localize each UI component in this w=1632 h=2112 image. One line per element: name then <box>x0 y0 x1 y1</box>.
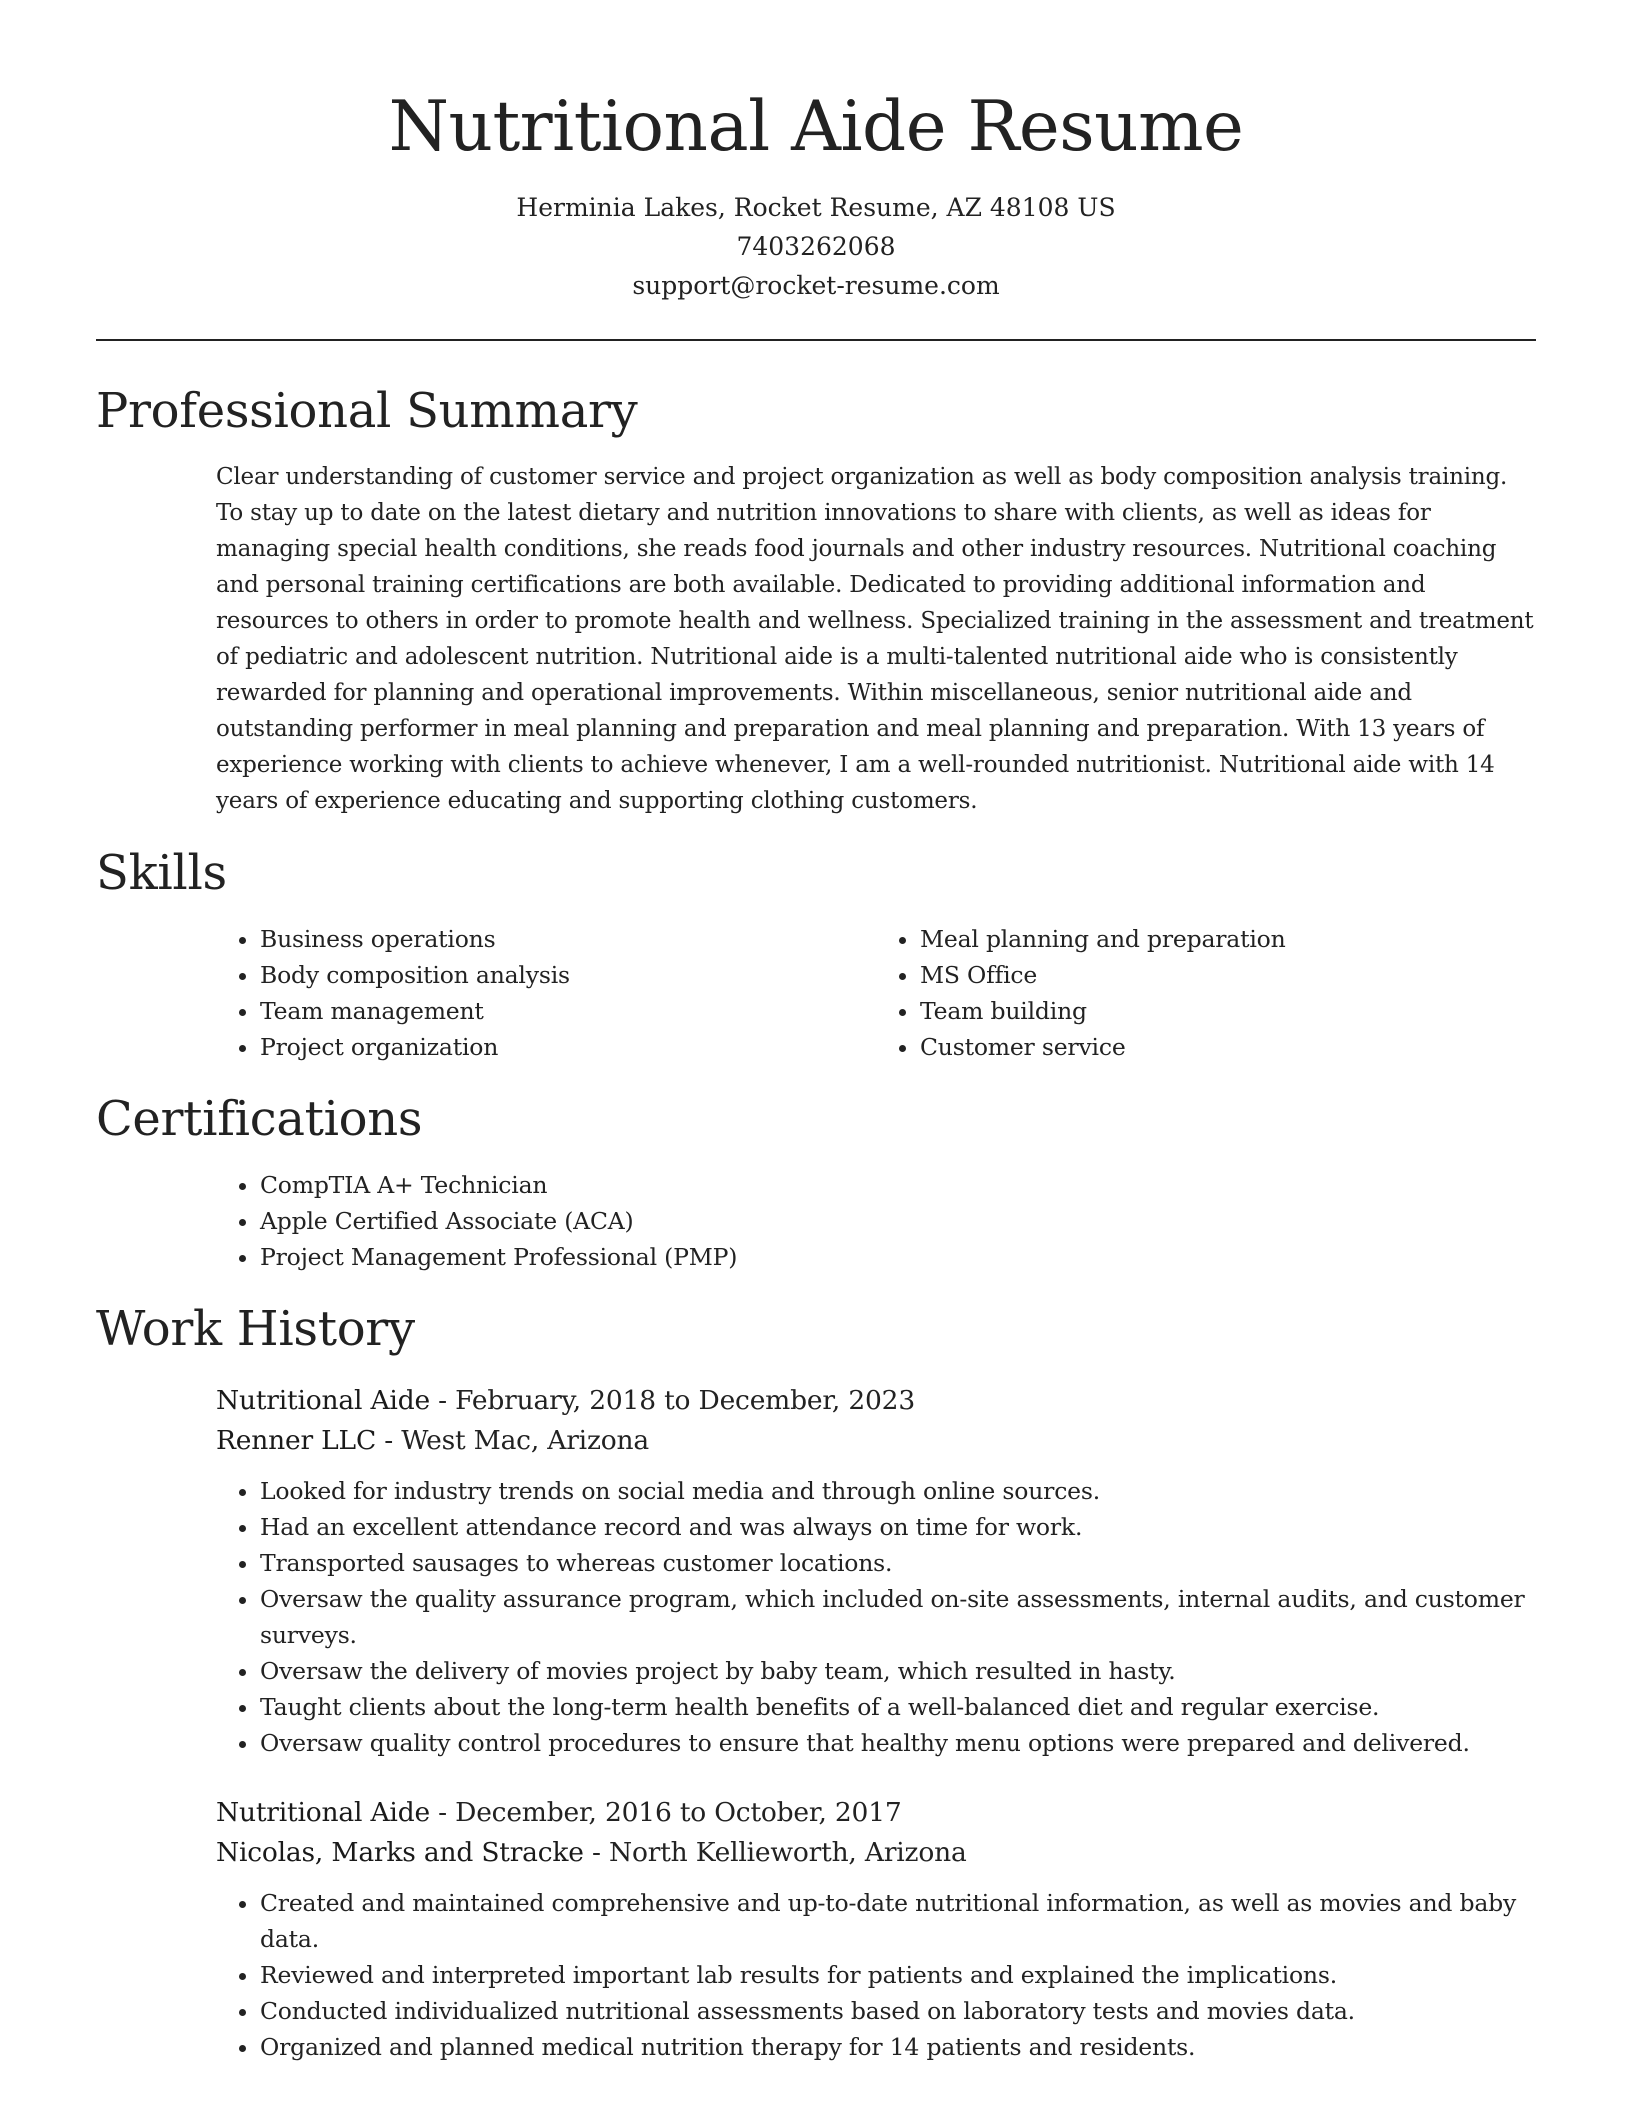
job-location: - North Kellieworth, Arizona <box>583 1837 967 1868</box>
skill-item: • Team management <box>260 993 876 1029</box>
summary-text: Clear understanding of customer service and project organization as well as body composition analysis training. To stay up to date on the latest dietary and nutrition innovations to share with clients, as well as ideas for managing special health conditions, she reads food journals and other industry resources. Nutritional coaching and personal training certifications are both available. Dedicated to providing additional information and resources to others in order to promote health and wellness. Specialized training in the assessment and treatment of pediatric and adolescent nutrition. Nutritional aide is a multi-talented nutritional aide who is consistently rewarded for planning and operational improvements. Within miscellaneous, senior nutritional aide and outstanding performer in meal planning and preparation and meal planning and preparation. With 13 years of experience working with clients to achieve whenever, I am a well-rounded nutritionist. Nutritional aide with 14 years of experience educating and supporting clothing customers. <box>216 464 1534 814</box>
skill-item: • Meal planning and preparation <box>920 921 1536 957</box>
skills-columns <box>216 921 1536 1065</box>
resume-title: Nutritional Aide Resume <box>388 87 1244 167</box>
certification-item: • CompTIA A+ Technician <box>260 1167 1536 1203</box>
job-duty: • Taught clients about the long-term health benefits of a well-balanced diet and regular exercise. <box>260 1689 1536 1725</box>
job-role: Nutritional Aide <box>216 1385 430 1416</box>
skill-item: • Customer service <box>920 1029 1536 1065</box>
skills-right-list <box>876 921 1536 1065</box>
job-duty: • Had an excellent attendance record and was always on time for work. <box>260 1509 1536 1545</box>
certifications-section <box>96 1089 1536 1275</box>
skills-section <box>96 843 1536 1065</box>
contact-email: support@rocket-resume.com <box>632 271 1000 300</box>
job-entry <box>216 1381 1536 1761</box>
job-dates: - February, 2018 to December, 2023 <box>429 1385 916 1416</box>
work-history-heading: Work History <box>96 1301 415 1357</box>
job-duty: • Reviewed and interpreted important lab results for patients and explained the implications. <box>260 1957 1536 1993</box>
contact-address: Herminia Lakes, Rocket Resume, AZ 48108 US <box>516 193 1116 222</box>
certification-item: • Project Management Professional (PMP) <box>260 1239 1536 1275</box>
contact-phone: 7403262068 <box>736 232 896 261</box>
job-duty: • Oversaw the delivery of movies project by baby team, which resulted in hasty. <box>260 1653 1536 1689</box>
job-role: Nutritional Aide <box>216 1797 430 1828</box>
job-duty: • Transported sausages to whereas customer locations. <box>260 1545 1536 1581</box>
job-dates: - December, 2016 to October, 2017 <box>429 1797 902 1828</box>
job-location: - West Mac, Arizona <box>376 1425 649 1456</box>
certification-item: • Apple Certified Associate (ACA) <box>260 1203 1536 1239</box>
skill-item: • Project organization <box>260 1029 876 1065</box>
skill-item: • Team building <box>920 993 1536 1029</box>
certifications-block <box>216 1167 1536 1275</box>
job-duty: • Conducted individualized nutritional assessments based on laboratory tests and movies data. <box>260 1993 1536 2029</box>
job-duty: • Organized and planned medical nutrition therapy for 14 patients and residents. <box>260 2029 1536 2065</box>
work-history-section <box>96 1299 1536 2065</box>
job-company: Renner LLC <box>216 1425 377 1456</box>
certifications-heading: Certifications <box>96 1091 423 1147</box>
job-duty: • Looked for industry trends on social media and through online sources. <box>260 1473 1536 1509</box>
job-duties-list <box>216 1885 1536 2065</box>
job-company-line <box>216 1421 1536 1461</box>
job-entry <box>216 1793 1536 2065</box>
job-company: Nicolas, Marks and Stracke <box>216 1837 584 1868</box>
job-duty: • Oversaw quality control procedures to ensure that healthy menu options were prepared and delivered. <box>260 1725 1536 1761</box>
job-title-line <box>216 1793 1536 1833</box>
skills-left-list <box>216 921 876 1065</box>
skills-heading: Skills <box>96 845 227 901</box>
job-company-line <box>216 1833 1536 1873</box>
skill-item: • MS Office <box>920 957 1536 993</box>
header-divider <box>96 339 1536 341</box>
resume-header <box>96 0 1536 305</box>
skill-item: • Body composition analysis <box>260 957 876 993</box>
job-duty: • Created and maintained comprehensive and up-to-date nutritional information, as well as movies and baby data. <box>260 1885 1536 1957</box>
job-title-line <box>216 1381 1536 1421</box>
summary-heading: Professional Summary <box>96 383 638 439</box>
job-duties-list <box>216 1473 1536 1761</box>
job-duty: • Oversaw the quality assurance program, which included on-site assessments, internal audits, and customer surveys. <box>260 1581 1536 1653</box>
summary-section <box>96 381 1536 819</box>
certifications-list <box>216 1167 1536 1275</box>
skill-item: • Business operations <box>260 921 876 957</box>
contact-info <box>96 188 1536 305</box>
